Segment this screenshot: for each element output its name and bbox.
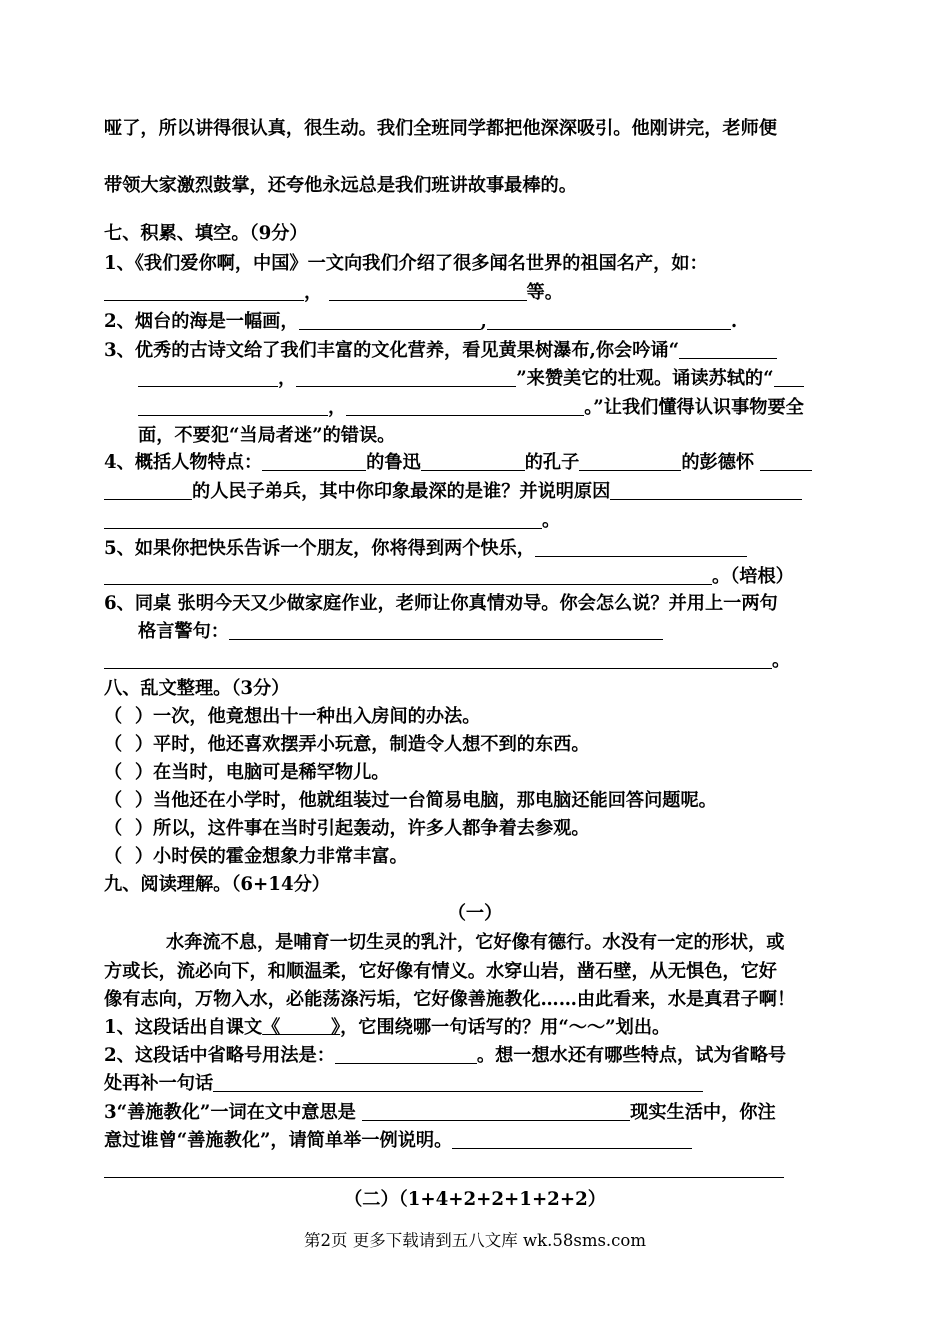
intro-line-2: 带领大家激烈鼓掌，还夸他永远总是我们班讲故事最棒的。 <box>104 175 577 196</box>
s7-q2 <box>104 310 737 334</box>
question-text: 2、这段话中省略号用法是： <box>104 1045 335 1066</box>
item-text: 所以，这件事在当时引起轰动，许多人都争着去参观。 <box>153 818 590 839</box>
part1-title: （一） <box>447 903 503 924</box>
s7-q6-line1: 6、同桌 张明今天又少做家庭作业，老师让你真情劝导。你会怎么说？并用上一两句 <box>104 593 778 614</box>
order-bracket[interactable]: （ ） <box>104 706 154 727</box>
s8-item <box>104 845 408 869</box>
line-end: 等。 <box>526 282 563 303</box>
answer-blank[interactable] <box>610 481 802 500</box>
item-text: 一次，他竟想出十一种出入房间的办法。 <box>153 706 481 727</box>
answer-blank[interactable] <box>760 452 812 471</box>
answer-blank[interactable] <box>535 538 747 557</box>
s7-q4-line1 <box>104 451 812 475</box>
order-bracket[interactable]: （ ） <box>104 818 154 839</box>
question-text: 2、烟台的海是一幅画， <box>104 311 299 332</box>
question-text: 。”让我们懂得认识事物要全 <box>584 397 804 418</box>
question-text: 意过谁曾“善施教化”，请简单举一例说明。 <box>104 1130 453 1151</box>
order-bracket[interactable]: （ ） <box>104 734 154 755</box>
question-text: 5、如果你把快乐告诉一个朋友，你将得到两个快乐， <box>104 538 535 559</box>
s9-q1 <box>104 1016 670 1040</box>
s7-q3-line4: 面，不要犯“当局者迷”的错误。 <box>138 425 396 446</box>
s9-q2-line1 <box>104 1044 786 1068</box>
line-end: . <box>730 311 738 332</box>
answer-blank[interactable] <box>104 282 304 301</box>
s8-item <box>104 817 590 841</box>
answer-blank[interactable] <box>104 510 542 529</box>
question-text: 4、概括人物特点： <box>104 452 263 473</box>
s7-q4-line3 <box>104 509 560 533</box>
question-text: 处再补一句话 <box>104 1073 214 1094</box>
answer-blank[interactable] <box>299 311 481 330</box>
answer-blank[interactable] <box>487 311 731 330</box>
question-text: 的鲁迅 <box>366 452 421 473</box>
answer-blank[interactable] <box>229 621 663 640</box>
s8-item <box>104 705 480 729</box>
s7-q6-line2 <box>138 620 663 644</box>
section7-heading: 七、积累、填空。（9分） <box>104 223 308 244</box>
question-text: 。想一想水还有哪些特点，试为省略号 <box>476 1045 787 1066</box>
answer-blank[interactable] <box>296 368 516 387</box>
answer-blank[interactable] <box>104 566 712 585</box>
question-text: 格言警句： <box>138 621 229 642</box>
question-text: 3“善施教化”一词在文中意思是 <box>104 1102 363 1123</box>
question-text: ，它围绕哪一句话写的？用“～～”划出。 <box>340 1017 671 1038</box>
s7-q3-line1 <box>104 339 777 363</box>
part2-title: （二）（1+4+2+2+1+2+2） <box>344 1189 606 1210</box>
question-text: 的孔子 <box>524 452 580 473</box>
answer-blank[interactable] <box>362 1102 630 1121</box>
s9-q3-line2 <box>104 1129 692 1153</box>
answer-blank[interactable] <box>329 282 527 301</box>
separator: ， <box>278 368 297 389</box>
answer-blank[interactable] <box>213 1073 703 1092</box>
page-footer: 第2页 更多下载请到五八文库 wk.58sms.com <box>304 1231 646 1250</box>
s9-q2-line2 <box>104 1072 703 1096</box>
answer-blank[interactable] <box>579 452 681 471</box>
s7-q4-line2 <box>104 480 802 504</box>
separator: ， <box>304 282 323 303</box>
s8-item <box>104 733 590 757</box>
passage-line-1: 水奔流不息，是哺育一切生灵的乳汁，它好像有德行。水没有一定的形状，或 <box>166 932 785 953</box>
section9-heading: 九、阅读理解。（6+14分） <box>104 874 330 895</box>
line-end: 。 <box>772 650 791 671</box>
line-end: 。（培根） <box>712 566 794 587</box>
answer-blank[interactable] <box>262 452 366 471</box>
s7-q1-line2 <box>104 281 563 305</box>
answer-line[interactable] <box>104 1177 784 1178</box>
item-text: 平时，他还喜欢摆弄小玩意，制造令人想不到的东西。 <box>153 734 590 755</box>
s7-q5-line1 <box>104 537 747 561</box>
question-text: 的人民子弟兵，其中你印象最深的是谁？并说明原因 <box>192 481 611 502</box>
question-text: 的彭德怀 <box>681 452 755 473</box>
question-text: 1、这段话出自课文 <box>104 1017 263 1038</box>
answer-blank[interactable] <box>774 368 804 387</box>
s7-q6-line3 <box>104 649 790 673</box>
s9-q3-line1 <box>104 1101 776 1125</box>
s7-q3-line3 <box>138 396 804 420</box>
section8-heading: 八、乱文整理。（3分） <box>104 678 290 699</box>
answer-blank[interactable] <box>138 368 278 387</box>
order-bracket[interactable]: （ ） <box>104 790 154 811</box>
separator: , <box>480 311 487 332</box>
answer-blank[interactable] <box>452 1130 692 1149</box>
answer-blank[interactable] <box>104 481 192 500</box>
item-text: 小时侯的霍金想象力非常丰富。 <box>153 846 408 867</box>
passage-line-3: 像有志向，万物入水，必能荡涤污垢，它好像善施教化……由此看来，水是真君子啊！ <box>104 989 796 1010</box>
order-bracket[interactable]: （ ） <box>104 846 154 867</box>
question-text: 现实生活中，你注 <box>630 1102 776 1123</box>
answer-blank[interactable] <box>679 340 777 359</box>
passage-line-2: 方或长，流必向下，和顺温柔，它好像有情义。水穿山岩，凿石壁，从无惧色，它好 <box>104 961 777 982</box>
answer-blank[interactable] <box>335 1045 477 1064</box>
question-text: 3、优秀的古诗文给了我们丰富的文化营养，看见黄果树瀑布,你会吟诵“ <box>104 340 680 361</box>
line-end: 。 <box>542 510 561 531</box>
question-text: ”来赞美它的壮观。诵读苏轼的“ <box>516 368 774 389</box>
answer-blank[interactable]: 《 》 <box>262 1017 341 1038</box>
answer-blank[interactable] <box>346 397 584 416</box>
separator: ， <box>328 397 347 418</box>
answer-blank[interactable] <box>104 650 772 669</box>
s8-item <box>104 761 390 785</box>
item-text: 当他还在小学时，他就组装过一台简易电脑，那电脑还能回答问题呢。 <box>153 790 717 811</box>
answer-blank[interactable] <box>138 397 328 416</box>
s7-q5-line2 <box>104 565 794 589</box>
order-bracket[interactable]: （ ） <box>104 762 154 783</box>
item-text: 在当时，电脑可是稀罕物儿。 <box>153 762 390 783</box>
s7-q1-line1: 1、《我们爱你啊，中国》一文向我们介绍了很多闻名世界的祖国名产，如： <box>104 253 708 274</box>
answer-blank[interactable] <box>421 452 525 471</box>
s7-q3-line2 <box>138 367 804 391</box>
s8-item <box>104 789 717 813</box>
intro-line-1: 哑了，所以讲得很认真，很生动。我们全班同学都把他深深吸引。他刚讲完，老师便 <box>104 118 777 139</box>
